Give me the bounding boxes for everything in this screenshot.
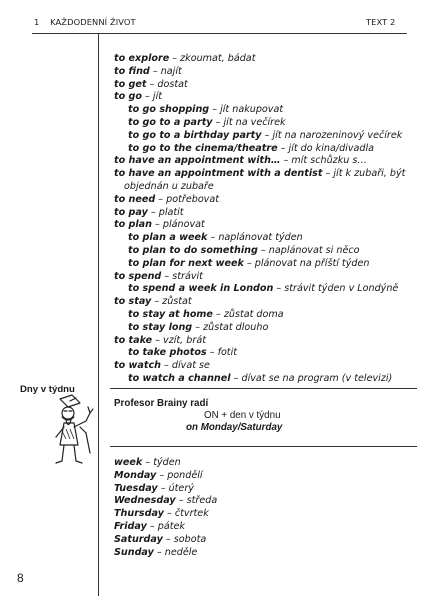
vocab-entry: [114, 66, 414, 79]
days-english: Tuesday: [114, 482, 158, 494]
vocab-entry: [114, 232, 414, 245]
vocab-czech: fotit: [217, 347, 237, 359]
vocab-entry: [114, 130, 414, 143]
vocab-english: to plan: [114, 219, 152, 231]
dash-separator: –: [209, 347, 215, 359]
days-english: Thursday: [114, 508, 164, 520]
vocab-entry: [114, 194, 414, 207]
dash-separator: –: [145, 457, 151, 468]
vocab-entry: [114, 271, 414, 284]
dash-separator: –: [160, 482, 166, 494]
dash-separator: –: [156, 546, 162, 558]
days-czech: pátek: [157, 520, 185, 532]
vocab-english: to take photos: [128, 347, 207, 359]
page-number: 8: [17, 571, 24, 585]
days-english: Monday: [114, 469, 157, 481]
vocab-entry: [114, 360, 414, 373]
days-english: Saturday: [114, 533, 163, 545]
vocab-english: to explore: [114, 53, 170, 64]
dash-separator: –: [158, 193, 164, 205]
vocab-entry: [114, 296, 414, 309]
vocab-czech: jít k zubaři, být: [333, 168, 406, 180]
dash-separator: –: [260, 244, 266, 256]
dash-separator: –: [264, 129, 270, 141]
dash-separator: –: [246, 257, 252, 269]
vocab-czech: zkoumat, bádat: [180, 53, 256, 64]
vocab-czech: dívat se: [171, 360, 210, 372]
section-title: Dny v týdnu: [20, 384, 75, 395]
days-english: Wednesday: [114, 495, 176, 507]
vocab-czech: plánovat: [162, 219, 205, 231]
dash-separator: –: [155, 334, 160, 346]
dash-separator: –: [159, 469, 165, 481]
vocab-entry: [114, 245, 414, 258]
days-english: Friday: [114, 520, 147, 532]
vocab-english: to pay: [114, 206, 148, 218]
dash-separator: –: [154, 296, 160, 308]
vocab-entry: [114, 219, 414, 232]
days-entry: [114, 495, 217, 508]
vocab-entry: [114, 143, 414, 156]
vocab-czech-continued: objednán u zubaře: [124, 180, 214, 192]
tip-example: on Monday/Saturday: [186, 422, 283, 433]
vocab-entry: [114, 322, 414, 335]
vocab-czech: naplánovat týden: [218, 232, 303, 244]
dash-separator: –: [150, 206, 156, 218]
dash-separator: –: [149, 78, 155, 90]
days-czech: sobota: [173, 533, 207, 545]
vocab-english: to plan a week: [128, 232, 208, 244]
dash-separator: –: [164, 360, 169, 372]
vocab-czech: vzít, brát: [163, 334, 206, 346]
dash-separator: –: [212, 104, 218, 116]
days-czech: středa: [186, 495, 218, 507]
vocab-entry: [114, 53, 414, 66]
dash-separator: –: [155, 219, 160, 231]
vocab-english: to go to the cinema/theatre: [128, 142, 278, 154]
days-entry: [114, 470, 217, 483]
dash-separator: –: [325, 168, 331, 180]
vocab-entry: [114, 155, 414, 168]
vocab-entry: [114, 104, 414, 117]
vocab-english: to need: [114, 193, 156, 205]
vocab-entry-continuation: [114, 181, 414, 194]
vocab-entry: [114, 258, 414, 271]
running-header: [34, 17, 136, 27]
days-english: Sunday: [114, 546, 154, 558]
days-list: [114, 457, 217, 559]
box-bottom-rule: [110, 446, 417, 447]
vocab-czech: jít do kina/divadla: [288, 142, 375, 154]
text-label: TEXT 2: [366, 17, 396, 27]
days-czech: úterý: [168, 482, 194, 494]
vocab-english: to stay long: [128, 321, 193, 333]
vocab-czech: jít nakupovat: [220, 104, 284, 116]
dash-separator: –: [233, 372, 239, 384]
dash-separator: –: [276, 283, 282, 295]
margin-rule: [98, 33, 99, 596]
days-english: week: [114, 457, 143, 468]
vocab-czech: zůstat doma: [223, 308, 284, 320]
vocab-english: to watch a channel: [128, 372, 231, 384]
vocab-english: to find: [114, 65, 150, 77]
dash-separator: –: [178, 495, 184, 507]
chapter-title: KAŽDODENNÍ ŽIVOT: [50, 17, 136, 27]
vocab-entry: [114, 309, 414, 322]
vocab-czech: potřebovat: [166, 193, 220, 205]
vocab-czech: strávit týden v Londýně: [284, 283, 399, 295]
vocab-czech: strávit: [172, 270, 203, 282]
dash-separator: –: [149, 520, 155, 532]
vocab-czech: dívat se na program (v televizi): [241, 372, 393, 384]
professor-figure-icon: [50, 393, 96, 469]
vocab-entry: [114, 117, 414, 130]
vocab-english: to get: [114, 78, 147, 90]
dash-separator: –: [210, 232, 216, 244]
days-entry: [114, 483, 217, 496]
vocab-english: to go to a birthday party: [128, 129, 262, 141]
vocab-english: to stay at home: [128, 308, 213, 320]
days-czech: pondělí: [167, 469, 203, 481]
vocab-entry: [114, 347, 414, 360]
days-entry: [114, 547, 217, 560]
vocab-entry: [114, 168, 414, 181]
vocab-english: to go: [114, 91, 142, 103]
vocab-entry: [114, 283, 414, 296]
vocab-czech: jít: [152, 91, 162, 103]
dash-separator: –: [167, 508, 172, 520]
days-entry: [114, 508, 217, 521]
dash-separator: –: [283, 155, 289, 167]
dash-separator: –: [215, 116, 221, 128]
vocab-english: to stay: [114, 296, 152, 308]
vocab-czech: platit: [158, 206, 184, 218]
vocab-entry: [114, 335, 414, 348]
vocabulary-list: [114, 53, 414, 386]
vocab-czech: zůstat dlouho: [203, 321, 269, 333]
vocab-english: to go shopping: [128, 104, 210, 116]
tip-title: Profesor Brainy radí: [114, 398, 209, 409]
dash-separator: –: [164, 270, 170, 282]
dash-separator: –: [215, 308, 221, 320]
dash-separator: –: [165, 533, 171, 545]
vocab-czech: naplánovat si něco: [268, 244, 360, 256]
vocab-english: to spend a week in London: [128, 283, 274, 295]
vocab-czech: najít: [160, 65, 182, 77]
header-rule: [32, 33, 407, 34]
vocab-entry: [114, 79, 414, 92]
vocab-entry: [114, 373, 414, 386]
vocab-entry: [114, 207, 414, 220]
vocab-english: to have an appointment with a dentist: [114, 168, 323, 180]
vocab-czech: plánovat na příští týden: [254, 257, 370, 269]
vocab-english: to plan for next week: [128, 257, 244, 269]
dash-separator: –: [280, 142, 286, 154]
days-entry: [114, 534, 217, 547]
vocab-english: to watch: [114, 360, 161, 372]
vocab-english: to spend: [114, 270, 162, 282]
days-entry: [114, 521, 217, 534]
dash-separator: –: [172, 53, 178, 64]
vocab-czech: zůstat: [162, 296, 192, 308]
dash-separator: –: [145, 91, 150, 103]
tip-rule: ON + den v týdnu: [204, 410, 281, 421]
days-czech: týden: [153, 457, 181, 468]
days-entry: [114, 457, 217, 470]
vocab-english: to have an appointment with…: [114, 155, 281, 167]
days-czech: neděle: [164, 546, 198, 558]
vocab-czech: mít schůzku s…: [291, 155, 367, 167]
vocab-czech: dostat: [157, 78, 188, 90]
box-top-rule: [110, 388, 417, 389]
days-czech: čtvrtek: [174, 508, 209, 520]
vocab-czech: jít na večírek: [223, 116, 286, 128]
dash-separator: –: [152, 65, 158, 77]
vocab-english: to take: [114, 334, 153, 346]
dash-separator: –: [195, 321, 201, 333]
vocab-english: to go to a party: [128, 116, 213, 128]
vocab-english: to plan to do something: [128, 244, 258, 256]
vocab-czech: jít na narozeninový večírek: [272, 129, 403, 141]
vocab-entry: [114, 91, 414, 104]
chapter-number: 1: [34, 17, 40, 27]
